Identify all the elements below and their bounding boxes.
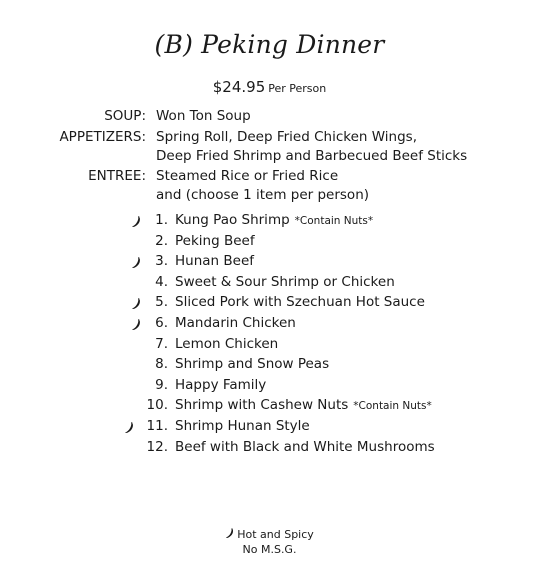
entree-line: Steamed Rice or Fried Rice [156,168,339,184]
appetizers-line: Spring Roll, Deep Fried Chicken Wings, [156,129,417,145]
menu-item-note: *Contain Nuts* [294,215,374,227]
menu-item-label: Shrimp with Cashew Nuts [175,397,349,413]
menu-item-number: 8. [155,356,168,372]
menu-item-number: 10. [146,397,168,413]
menu-item-number: 7. [155,336,168,352]
menu-item-note: *Contain Nuts* [353,400,432,412]
menu-item-label: Happy Family [175,377,267,393]
price: $24.95 [212,78,266,96]
menu-item-number: 4. [155,274,168,290]
entree-line: and (choose 1 item per person) [156,187,370,203]
menu-item-label: Shrimp Hunan Style [175,418,310,434]
appetizers-text [156,128,467,166]
menu-item-label: Lemon Chicken [175,336,279,352]
soup-line: Won Ton Soup [156,108,251,124]
soup-text [156,107,251,126]
menu-item-label: Hunan Beef [175,253,255,269]
menu-item-label: Peking Beef [175,233,255,249]
entree-text [156,167,369,205]
menu-item-name [175,212,373,228]
menu-item-number: 6. [155,315,168,331]
menu-item-number: 2. [155,233,168,249]
menu-item-name [175,233,255,249]
menu-item-number: 1. [155,212,168,228]
menu-item-label: Shrimp and Snow Peas [175,356,330,372]
legend-msg-label: No M.S.G. [242,543,297,556]
menu-item-label: Sliced Pork with Szechuan Hot Sauce [175,294,425,310]
appetizers-label: APPETIZERS: [59,129,146,145]
price-line [0,78,539,96]
menu-item-name [175,439,435,455]
menu-item-number: 3. [155,253,168,269]
menu-item-label: Mandarin Chicken [175,315,296,331]
appetizers-line: Deep Fried Shrimp and Barbecued Beef Sticks [156,148,468,164]
menu-item-name [175,397,432,413]
legend-spicy-label: Hot and Spicy [237,528,314,541]
menu-item-name [175,274,395,290]
menu-item-name [175,253,254,269]
legend [0,527,539,557]
menu-item-name [175,377,266,393]
menu-item-name [175,294,425,310]
entree-label: ENTREE: [88,168,146,184]
menu-item-name [175,315,296,331]
menu-item-label: Beef with Black and White Mushrooms [175,439,435,455]
chili-pepper-icon [225,528,234,539]
soup-label: SOUP: [104,108,146,124]
menu-item-number: 12. [146,439,168,455]
menu-item-name [175,418,310,434]
menu-item-name [175,336,278,352]
legend-spicy [0,527,539,542]
menu-item-number: 11. [146,418,168,434]
menu-item-number: 5. [155,294,168,310]
menu-item-label: Sweet & Sour Shrimp or Chicken [175,274,395,290]
menu-title: (B) Peking Dinner [154,30,385,59]
menu-item-label: Kung Pao Shrimp [175,212,290,228]
price-unit: Per Person [268,82,327,95]
menu-item-number: 9. [155,377,168,393]
menu-item-name [175,356,329,372]
